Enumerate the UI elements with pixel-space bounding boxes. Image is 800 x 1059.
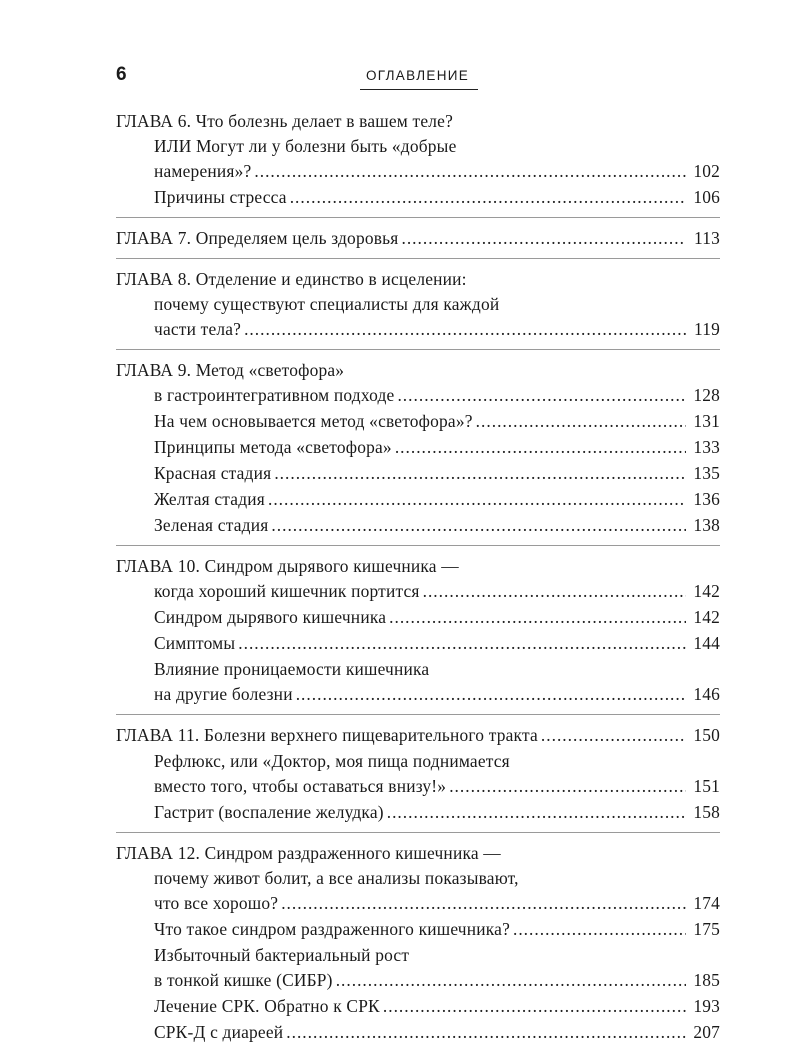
chapter-title-end: когда хороший кишечник портится — [154, 581, 420, 601]
page-ref: 131 — [693, 411, 720, 431]
toc-entry — [116, 317, 720, 342]
dot-leader — [244, 317, 686, 342]
page-ref: 133 — [693, 437, 720, 457]
dot-leader — [254, 159, 686, 184]
dot-leader — [281, 891, 686, 916]
page-ref: 106 — [693, 187, 720, 207]
page-ref: 175 — [693, 919, 720, 939]
chapter-title: ГЛАВА 11. Болезни верхнего пищеварительного тракта — [116, 725, 538, 745]
section-title-line: Избыточный бактериальный рост — [154, 945, 410, 965]
chapter-title-line: ГЛАВА 10. Синдром дырявого кишечника — — [116, 556, 459, 576]
page-ref: 144 — [693, 633, 720, 653]
chapter-7 — [116, 225, 720, 259]
toc-entry — [116, 800, 720, 825]
section-title: Желтая стадия — [154, 489, 265, 509]
page-ref: 138 — [693, 515, 720, 535]
toc-entry — [116, 605, 720, 630]
chapter-title-end: в гастроинтегративном подходе — [154, 385, 395, 405]
chapter-title-line: ГЛАВА 6. Что болезнь делает в вашем теле? — [116, 111, 453, 131]
section-title: Лечение СРК. Обратно к СРК — [154, 996, 380, 1016]
toc-entry — [116, 917, 720, 942]
toc-entry — [116, 159, 720, 184]
toc-entry — [116, 994, 720, 1019]
section-title: Симптомы — [154, 633, 236, 653]
section-title: На чем основывается метод «светофора»? — [154, 411, 473, 431]
chapter-title-end: что все хорошо? — [154, 893, 279, 913]
toc-entry — [116, 487, 720, 512]
dot-leader — [397, 383, 686, 408]
section-title-end: на другие болезни — [154, 684, 293, 704]
dot-leader — [513, 917, 686, 942]
section-title: СРК-Д с диареей — [154, 1022, 284, 1042]
dot-leader — [336, 968, 686, 993]
chapter-11 — [116, 722, 720, 833]
dot-leader — [395, 435, 686, 460]
chapter-title-line: почему живот болит, а все анализы показывают, — [154, 868, 519, 888]
page-ref: 128 — [693, 385, 720, 405]
dot-leader — [268, 487, 686, 512]
chapter-title-line: ГЛАВА 9. Метод «светофора» — [116, 360, 345, 380]
page-ref: 119 — [693, 319, 720, 339]
chapter-title-line: почему существуют специалисты для каждой — [154, 294, 500, 314]
title-underline — [360, 89, 478, 90]
running-title: ОГЛАВЛЕНИЕ — [366, 68, 470, 83]
chapter-title-line: ГЛАВА 12. Синдром раздраженного кишечника — — [116, 843, 501, 863]
section-title: Что такое синдром раздраженного кишечника? — [154, 919, 510, 939]
dot-leader — [286, 1020, 686, 1045]
page-ref: 113 — [693, 228, 720, 248]
page-ref: 185 — [693, 970, 720, 990]
page-ref: 158 — [693, 802, 720, 822]
toc-entry — [116, 631, 720, 656]
section-title: Синдром дырявого кишечника — [154, 607, 387, 627]
chapter-6 — [116, 108, 720, 218]
dot-leader — [401, 226, 686, 251]
page-number: 6 — [116, 64, 127, 85]
dot-leader — [476, 409, 686, 434]
toc-entry — [116, 513, 720, 538]
toc-entry — [116, 682, 720, 707]
toc-entry — [116, 723, 720, 748]
page-ref: 136 — [693, 489, 720, 509]
dot-leader — [296, 682, 686, 707]
toc-entry — [116, 185, 720, 210]
chapter-title-line: ИЛИ Могут ли у болезни быть «добрые — [154, 136, 457, 156]
chapter-8 — [116, 266, 720, 350]
dot-leader — [383, 994, 686, 1019]
toc-entry — [116, 579, 720, 604]
page-ref: 151 — [693, 776, 720, 796]
chapter-title: ГЛАВА 7. Определяем цель здоровья — [116, 228, 399, 248]
section-title: Красная стадия — [154, 463, 272, 483]
page-ref: 146 — [693, 684, 720, 704]
toc-entry — [116, 1020, 720, 1045]
toc-entry — [116, 774, 720, 799]
page-ref: 207 — [693, 1022, 720, 1042]
page-ref: 142 — [693, 581, 720, 601]
page-ref: 150 — [693, 725, 720, 745]
chapter-12 — [116, 840, 720, 1052]
section-title: Причины стресса — [154, 187, 287, 207]
dot-leader — [449, 774, 686, 799]
chapter-title-end: части тела? — [154, 319, 242, 339]
section-title: Зеленая стадия — [154, 515, 269, 535]
dot-leader — [423, 579, 686, 604]
toc-entry — [116, 968, 720, 993]
chapter-title-line: ГЛАВА 8. Отделение и единство в исцелении: — [116, 269, 467, 289]
page-ref: 102 — [693, 161, 720, 181]
dot-leader — [290, 185, 686, 210]
toc-entry — [116, 409, 720, 434]
dot-leader — [271, 513, 686, 538]
section-title: Принципы метода «светофора» — [154, 437, 392, 457]
toc-entry — [116, 226, 720, 251]
toc-entry — [116, 435, 720, 460]
dot-leader — [387, 800, 686, 825]
toc-entry — [116, 891, 720, 916]
dot-leader — [238, 631, 686, 656]
table-of-contents — [116, 108, 720, 1059]
page-ref: 142 — [693, 607, 720, 627]
chapter-10 — [116, 553, 720, 715]
section-title-line: Рефлюкс, или «Доктор, моя пища поднимается — [154, 751, 510, 771]
toc-entry — [116, 383, 720, 408]
section-title-end: в тонкой кишке (СИБР) — [154, 970, 333, 990]
dot-leader — [389, 605, 686, 630]
page-ref: 135 — [693, 463, 720, 483]
section-title-line: Влияние проницаемости кишечника — [154, 659, 430, 679]
chapter-title-end: намерения»? — [154, 161, 252, 181]
dot-leader — [274, 461, 686, 486]
running-header — [116, 62, 686, 92]
page-ref: 193 — [693, 996, 720, 1016]
section-title: Гастрит (воспаление желудка) — [154, 802, 384, 822]
dot-leader — [541, 723, 686, 748]
toc-entry — [116, 461, 720, 486]
chapter-9 — [116, 357, 720, 546]
page-ref: 174 — [693, 893, 720, 913]
section-title-end: вместо того, чтобы оставаться внизу!» — [154, 776, 447, 796]
